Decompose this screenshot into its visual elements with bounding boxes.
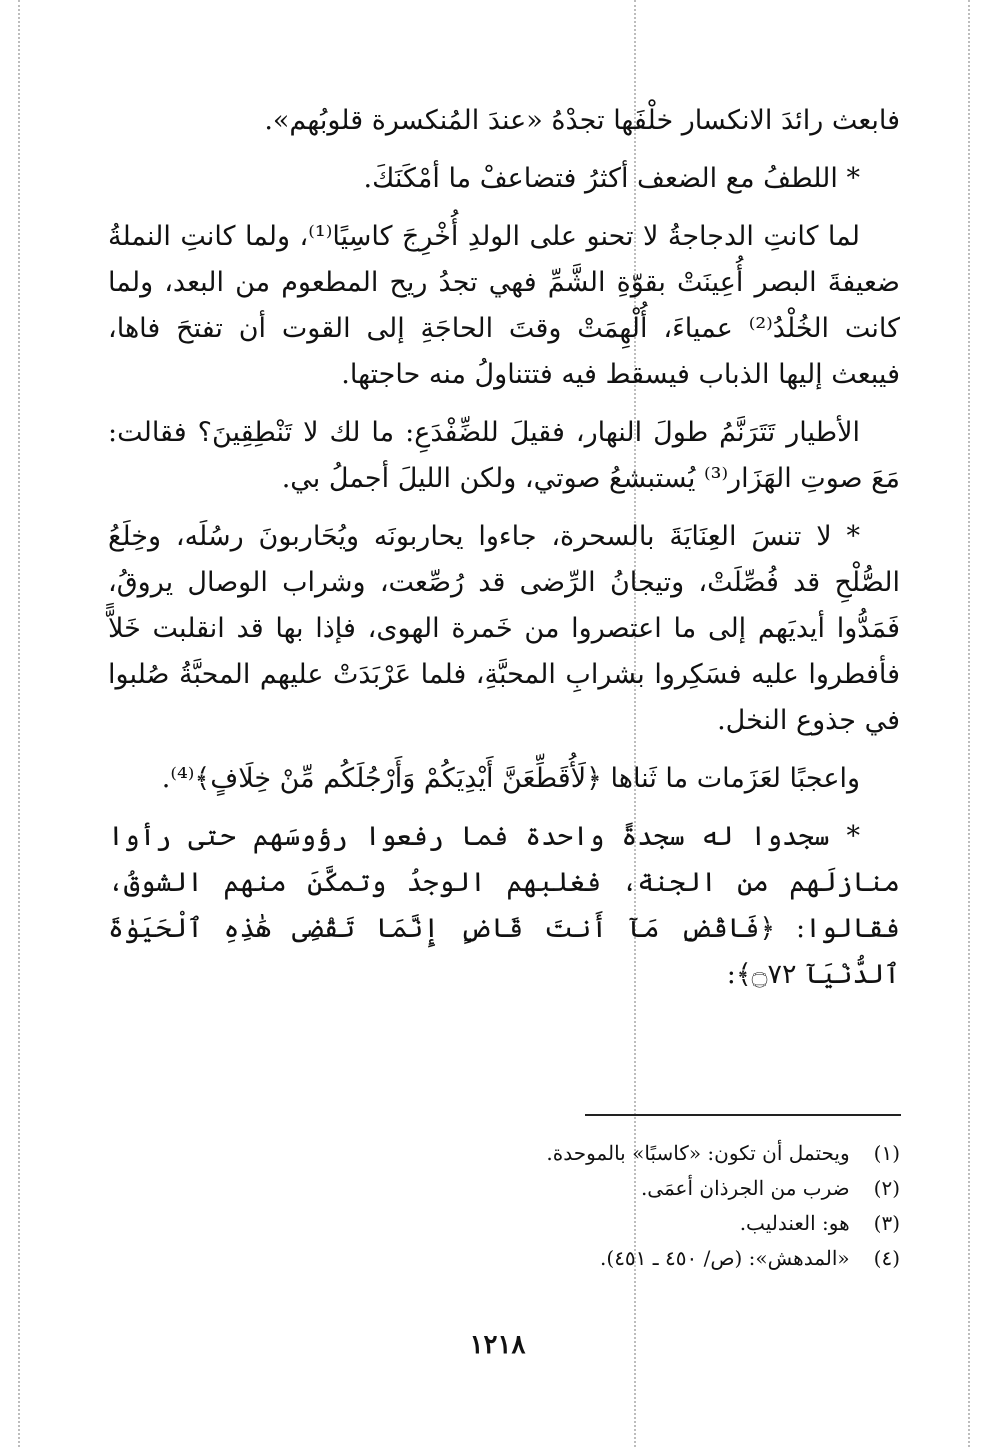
footnote-text: «المدهش»: (ص/ ٤٥٠ ـ ٤٥١). xyxy=(600,1246,850,1270)
paragraph-5: * لا تنسَ العِنَايَةَ بالسحرة، جاءوا يحاربونَه ويُحَاربونَ رسُلَه، وخِلَعُ الصُّلْحِ قد فُصِّلَتْ، وتيجانُ الرِّضى قد رُصِّعت، وشراب الوصال يروقُ، فَمَدُّوا أيديَهم إلى ما اعتصروا من خَمرة الهوى، فإذا بها قد انقلبت خَلاًّ فأفطروا عليه فسَكِروا بشرابِ المحبَّةِ، فلما عَرْبَدَتْ عليهم المحبَّةُ صُلبوا في جذوع النخل. xyxy=(108,521,900,736)
main-text xyxy=(108,98,900,1010)
footnote-4 xyxy=(108,1241,900,1276)
footnote-number: (٢) xyxy=(873,1176,900,1200)
footnote-text: ضرب من الجرذان أعمَى. xyxy=(640,1176,850,1200)
footnote-1 xyxy=(108,1136,900,1171)
footnote-3 xyxy=(108,1206,900,1241)
paragraph-1: فابعث رائدَ الانكسار خلْفَها تجدْهُ «عندَ المُنكسرة قلوبُهم». xyxy=(264,105,900,136)
paragraph-4: الأطيار تَتَرَنَّمُ طولَ النهار، فقيلَ للضِّفْدَعِ: ما لك لا تَنْطِقِينَ؟ فقالت: مَعَ صوتِ الهَزَار⁽³⁾ يُستبشعُ صوتي، ولكن الليلَ أجملُ بي. xyxy=(108,417,900,494)
paragraph-3: لما كانتِ الدجاجةُ لا تحنو على الولدِ أُخْرِجَ كاسِيًا⁽¹⁾، ولما كانتِ النملةُ ضعيفةَ البصر أُعِينَتْ بقوّةِ الشَّمِّ فهي تجدُ ريح المطعوم من البعد، ولما كانت الخُلْدُ⁽²⁾ عمياءَ، أُلْهِمَتْ وقتَ الحاجَةِ إلى القوت أن تفتحَ فاها، فيبعث إليها الذباب فيسقط فيه فتتناولُ منه حاجتها. xyxy=(108,221,900,390)
footnote-number: (١) xyxy=(873,1141,900,1165)
page-number: ١٢١٨ xyxy=(469,1330,526,1360)
footnotes xyxy=(108,1136,900,1276)
footnote-separator xyxy=(585,1114,901,1116)
footnote-2 xyxy=(108,1171,900,1206)
footnote-text: هو: العندليب. xyxy=(739,1211,850,1235)
footnote-text: ويحتمل أن تكون: «كاسبًا» بالموحدة. xyxy=(546,1141,850,1165)
paragraph-7: * سجدوا له سجدةً واحدة فما رفعوا رؤوسَهم حتى رأوا منازلَهم من الجنة، فغلبهم الوجدُ وتمكَّنَ منهم الشوقُ، فقالوا: ﴿فَاقْضِ مَآ أَنتَ قَاضٍ إِنَّمَا تَقْضِى هَٰذِهِ ٱلْحَيَوٰةَ ٱلدُّنْيَآ ۝٧٢﴾: xyxy=(108,821,900,990)
paragraph-6: واعجبًا لعَزَمات ما ثَناها ﴿لَأُقَطِّعَنَّ أَيْدِيَكُمْ وَأَرْجُلَكُم مِّنْ خِلَافٍ﴾⁽⁴⁾. xyxy=(161,763,860,794)
footnote-number: (٤) xyxy=(873,1246,900,1270)
paragraph-2: * اللطفُ مع الضعف أكثرُ فتضاعفْ ما أمْكَنَكَ. xyxy=(363,163,860,194)
scan-margin-line-left xyxy=(18,0,20,1447)
scan-margin-line-right xyxy=(968,0,970,1447)
footnote-number: (٣) xyxy=(873,1211,900,1235)
